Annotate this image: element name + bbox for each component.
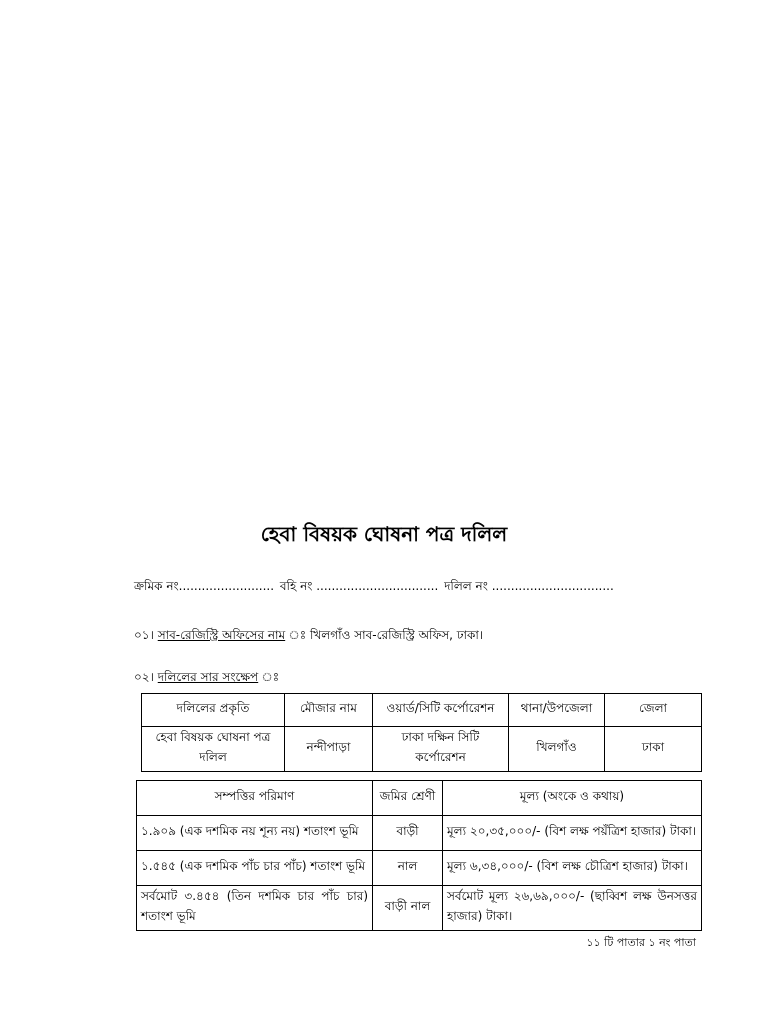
header-cell: জমির শ্রেণী: [373, 781, 443, 816]
section-number: ০১।: [134, 628, 154, 642]
header-cell: মৌজার নাম: [285, 694, 373, 727]
table-cell: হেবা বিষয়ক ঘোষনা পত্র দলিল: [142, 727, 285, 772]
table-row: [142, 727, 702, 772]
section-value: ঃ খিলগাঁও সাব-রেজিস্ট্রি অফিস, ঢাকা।: [306, 628, 484, 642]
table-cell: মূল্য ৬,৩৪,০০০/- (বিশ লক্ষ চৌত্রিশ হাজার) টাকা।: [443, 851, 702, 886]
registration-numbers: [134, 578, 714, 598]
header-cell: মূল্য (অংকে ও কথায়): [443, 781, 702, 816]
table-header-row: [137, 781, 702, 816]
section-number: ০২।: [134, 670, 154, 684]
property-table: [136, 780, 702, 931]
header-cell: সম্পত্তির পরিমাণ: [137, 781, 373, 816]
section-deed-summary: [134, 669, 279, 689]
section-label: দলিলের সার সংক্ষেপ: [157, 670, 259, 684]
table-row: [137, 886, 702, 931]
section-sub-registry-office: [134, 627, 483, 647]
table-cell: ১.৯০৯ (এক দশমিক নয় শূন্য নয়) শতাংশ ভূমি: [137, 816, 373, 851]
table-cell: নন্দীপাড়া: [285, 727, 373, 772]
table-cell: বাড়ী: [373, 816, 443, 851]
table-row: [137, 851, 702, 886]
table-row: [137, 816, 702, 851]
table-cell: ঢাকা দক্ষিন সিটি কর্পোরেশন: [373, 727, 509, 772]
table-cell: সর্বমোট মূল্য ২৬,৬৯,০০০/- (ছাব্বিশ লক্ষ উনসত্তর হাজার) টাকা।: [443, 886, 702, 931]
header-cell: জেলা: [605, 694, 702, 727]
deed-summary-table: [141, 693, 702, 772]
table-cell: নাল: [373, 851, 443, 886]
header-cell: দলিলের প্রকৃতি: [142, 694, 285, 727]
table-header-row: [142, 694, 702, 727]
header-cell: থানা/উপজেলা: [509, 694, 605, 727]
document-title: হেবা বিষয়ক ঘোষনা পত্র দলিল: [260, 522, 508, 546]
table-cell: বাড়ী নাল: [373, 886, 443, 931]
table-cell: সর্বমোট ৩.৪৫৪ (তিন দশমিক চার পাঁচ চার) শতাংশ ভূমি: [137, 886, 373, 931]
section-label: সাব-রেজিস্ট্রি অফিসের নাম: [157, 628, 286, 642]
serial-number: ক্রমিক নং.........................: [134, 579, 275, 593]
table-cell: মূল্য ২০,৩৫,০০০/- (বিশ লক্ষ পয়ঁত্রিশ হাজার) টাকা।: [443, 816, 702, 851]
table-cell: ঢাকা: [605, 727, 702, 772]
book-number: বহি নং ................................: [279, 579, 439, 593]
table-cell: ১.৫৪৫ (এক দশমিক পাঁচ চার পাঁচ) শতাংশ ভূমি: [137, 851, 373, 886]
deed-number: দলিল নং ................................: [444, 579, 614, 593]
table-cell: খিলগাঁও: [509, 727, 605, 772]
header-cell: ওয়ার্ড/সিটি কর্পোরেশন: [373, 694, 509, 727]
page-number: ১১ টি পাতার ১ নং পাতা: [586, 936, 696, 949]
